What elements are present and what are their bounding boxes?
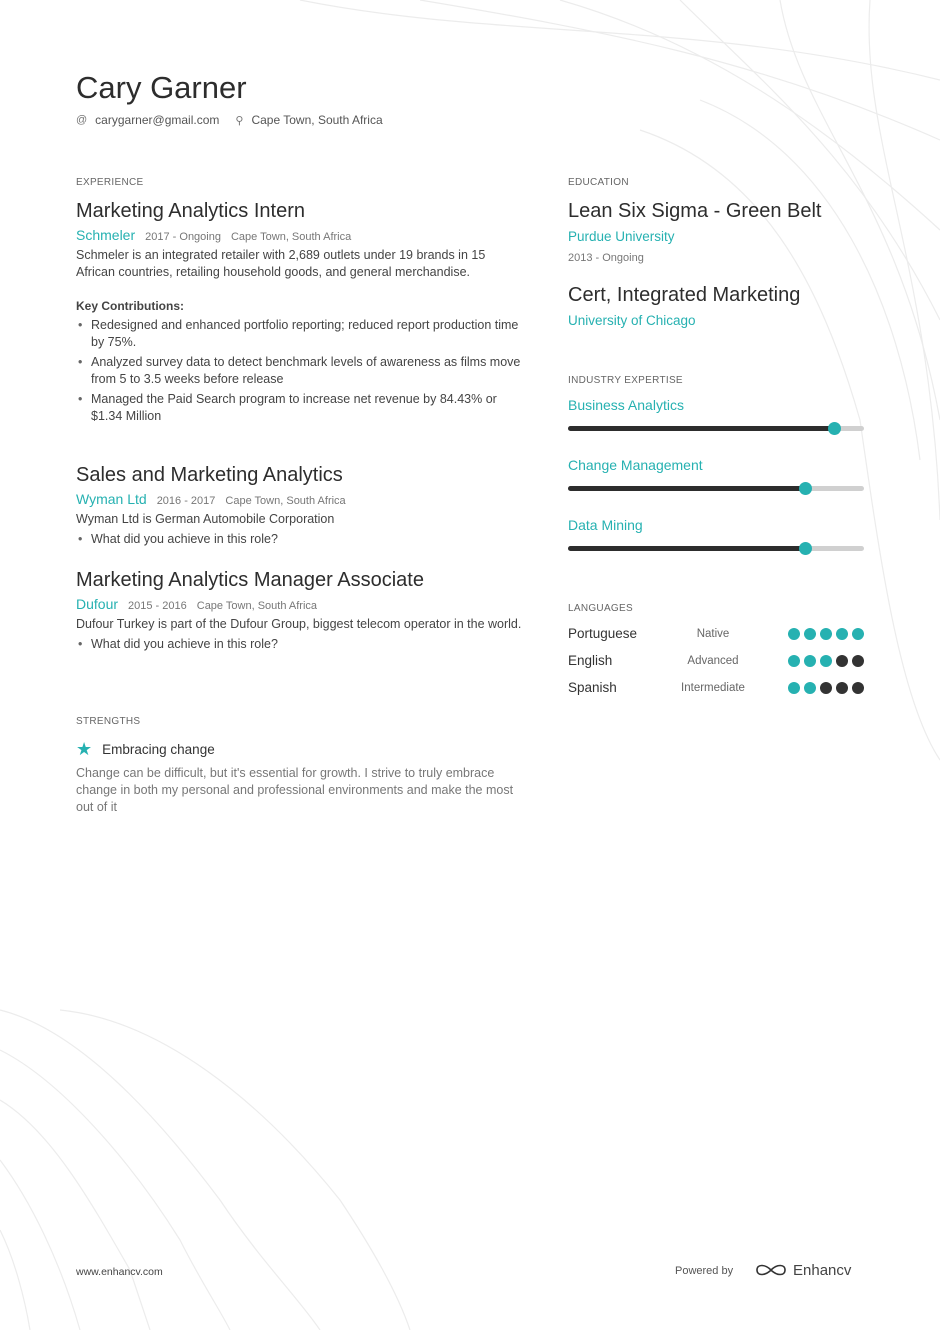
skill-level-fill (568, 486, 805, 491)
skill-level-bar (568, 546, 864, 551)
proficiency-dot (804, 682, 816, 694)
job-title: Marketing Analytics Manager Associate (76, 569, 424, 591)
dates: 2017 - Ongoing (145, 231, 221, 243)
star-icon: ★ (76, 739, 93, 759)
location-pin-icon: ⚲ (235, 114, 244, 127)
school: University of Chicago (568, 313, 696, 328)
job-2 (76, 464, 526, 551)
bullet: • Analyzed survey data to detect benchmark levels of awareness as films move from 5 to 3.5 weeks before release (76, 354, 526, 388)
job-location: Cape Town, South Africa (225, 495, 346, 507)
languages-heading: LANGUAGES (568, 603, 633, 614)
language-row (568, 653, 864, 668)
proficiency-dots (788, 628, 864, 640)
proficiency-dot (804, 628, 816, 640)
enhancv-logo-icon (755, 1261, 787, 1279)
footer-website[interactable]: www.enhancv.com (76, 1266, 163, 1278)
key-contributions-label: Key Contributions: (76, 299, 184, 313)
proficiency-dot (820, 682, 832, 694)
school: Purdue University (568, 229, 675, 244)
skill-level-bar (568, 426, 864, 431)
location: Cape Town, South Africa (251, 113, 383, 127)
language-row (568, 680, 864, 695)
proficiency-dots (788, 682, 864, 694)
proficiency-dot (836, 682, 848, 694)
company: Wyman Ltd (76, 491, 147, 507)
proficiency-dot (852, 682, 864, 694)
job-1 (76, 200, 526, 428)
skill-name: Business Analytics (568, 397, 684, 413)
skill-level-fill (568, 426, 834, 431)
dates: 2015 - 2016 (128, 600, 187, 612)
proficiency-dot (804, 655, 816, 667)
language-level: Native (696, 627, 730, 640)
skill-level-fill (568, 546, 805, 551)
expertise-heading: INDUSTRY EXPERTISE (568, 375, 683, 386)
language-level: Advanced (687, 654, 739, 667)
enhancv-brand: Enhancv (793, 1261, 852, 1279)
proficiency-dot (788, 628, 800, 640)
job-description: Dufour Turkey is part of the Dufour Group, biggest telecom operator in the world. (76, 617, 522, 631)
proficiency-dot (820, 655, 832, 667)
proficiency-dot (836, 628, 848, 640)
education-dates: 2013 - Ongoing (568, 252, 644, 264)
candidate-name: Cary Garner (76, 70, 247, 105)
job-title: Marketing Analytics Intern (76, 200, 305, 222)
proficiency-dot (788, 682, 800, 694)
skill-name: Change Management (568, 457, 703, 473)
bullet: • Redesigned and enhanced portfolio reporting; reduced report production time by 75%. (76, 317, 526, 351)
strength-description: Change can be difficult, but it's essential for growth. I strive to truly embrace change in both my personal and professional environments and make the most out of it (76, 766, 514, 814)
skill-level-bar (568, 486, 864, 491)
proficiency-dot (788, 655, 800, 667)
skill-name: Data Mining (568, 517, 643, 533)
proficiency-dot (820, 628, 832, 640)
contact-info (76, 113, 383, 127)
enhancv-logo[interactable] (755, 1261, 851, 1279)
language-name: English (568, 653, 613, 668)
job-description: Wyman Ltd is German Automobile Corporation (76, 512, 335, 526)
bullet: • What did you achieve in this role? (76, 636, 526, 653)
language-level: Intermediate (681, 681, 745, 694)
company: Dufour (76, 596, 119, 612)
proficiency-dots (788, 655, 864, 667)
job-3 (76, 569, 526, 656)
strengths-heading: STRENGTHS (76, 716, 141, 727)
language-row (568, 626, 864, 641)
proficiency-dot (852, 628, 864, 640)
education-heading: EDUCATION (568, 177, 629, 188)
strength-item (76, 739, 215, 760)
job-location: Cape Town, South Africa (230, 231, 352, 243)
job-description: Schmeler is an integrated retailer with 2,689 outlets under 19 brands in 15 African countries, retailing household goods, and general merchandise. (76, 248, 486, 279)
proficiency-dot (836, 655, 848, 667)
powered-by: Powered by (675, 1265, 734, 1277)
bullet: • What did you achieve in this role? (76, 531, 526, 548)
language-name: Portuguese (568, 626, 638, 641)
proficiency-dot (852, 655, 864, 667)
email[interactable]: carygarner@gmail.com (95, 113, 220, 127)
skill-level-knob (799, 542, 812, 555)
experience-heading: EXPERIENCE (76, 177, 144, 188)
strength-title: Embracing change (102, 742, 215, 757)
company: Schmeler (76, 227, 136, 243)
at-icon: @ (76, 114, 88, 126)
skill-level-knob (828, 422, 841, 435)
degree: Lean Six Sigma - Green Belt (568, 200, 822, 222)
degree: Cert, Integrated Marketing (568, 284, 801, 306)
job-location: Cape Town, South Africa (196, 600, 318, 612)
skill-level-knob (799, 482, 812, 495)
bullet: • Managed the Paid Search program to increase net revenue by 84.43% or $1.34 Million (76, 391, 526, 425)
dates: 2016 - 2017 (156, 495, 216, 507)
job-title: Sales and Marketing Analytics (76, 464, 343, 486)
language-name: Spanish (568, 680, 617, 695)
